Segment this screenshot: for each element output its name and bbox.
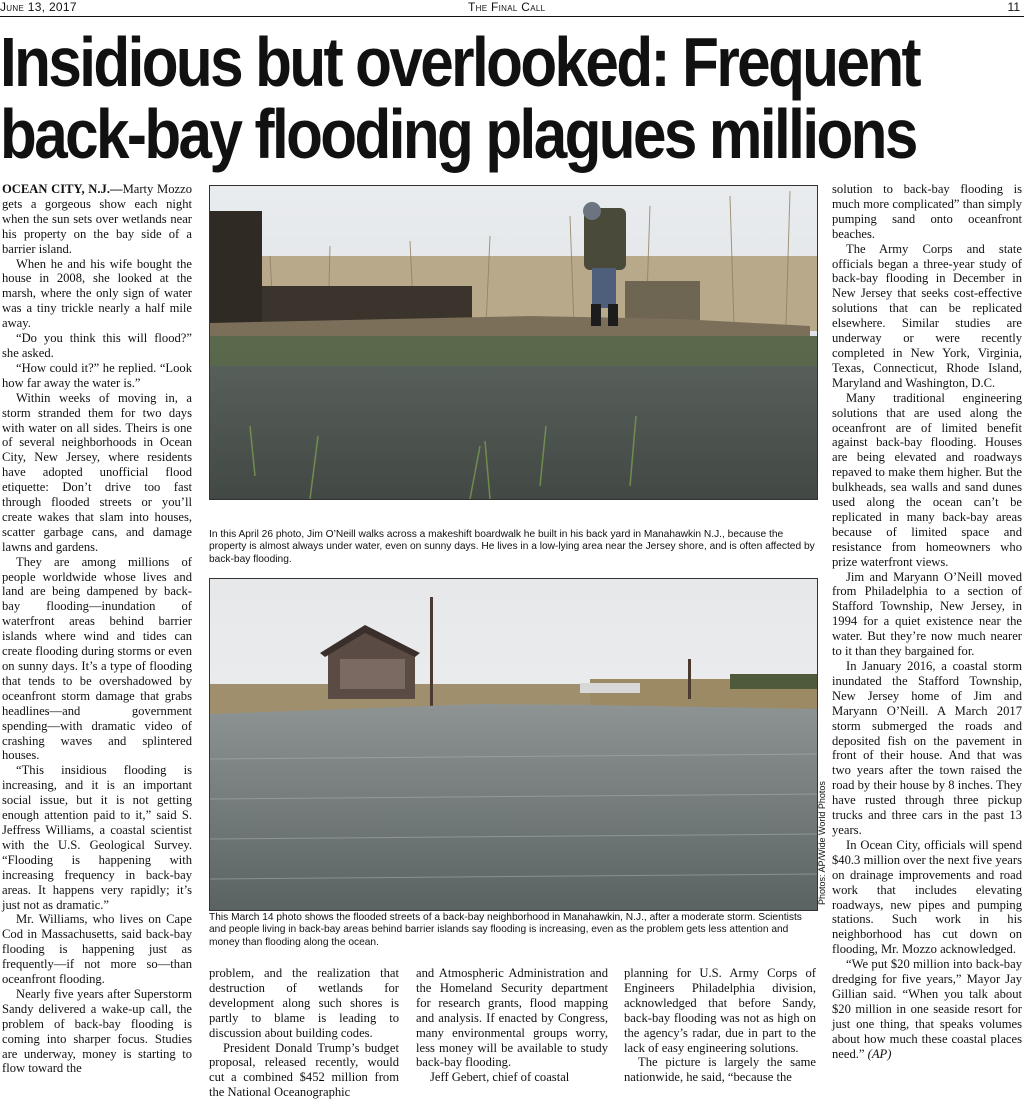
body-paragraph: “This insidious flooding is increasing, and it is an important social issue, but it is not getting enough attention paid to it,” said S. Jeffress Williams, a coastal scientist with the U.S. Geological Survey. “Flooding is happening with increasing frequency in back-bay areas. It happens very rapidly; it’s just not as dramatic.”	[2, 763, 192, 912]
page-folio	[0, 0, 1024, 17]
flooded-street-photo-caption: This March 14 photo shows the flooded streets of a back-bay neighborhood in Manahawkin, N.J., after a moderate storm. Scientists and people living in back-bay areas behind barrier islands say flooding is increasing, even as the problem gets less attention and money than flooding along the ocean.	[209, 912, 802, 948]
flooded-street-photo	[209, 578, 818, 911]
article-column-2	[209, 966, 399, 1100]
photo-credit: Photos: AP/Wide World Photos	[817, 781, 827, 905]
body-paragraph: Nearly five years after Superstorm Sandy delivered a wake-up call, the problem of back-bay flooding is coming into sharper focus. Studies are underway, money is starting to flow toward the	[2, 986, 192, 1076]
body-paragraph: They are among millions of people worldwide whose lives and land are being dampened by back-bay flooding—inundation of waterfront areas behind barrier islands where wind and tides can create flooding during storms or even on sunny days. It’s a type of flooding that tends to be overshadowed by oceanfront storm damage that grabs headlines—and government spending—with dramatic video of crashing waves and splintered houses.	[2, 554, 192, 763]
flooded-street-illustration	[210, 579, 817, 910]
body-paragraph: Jeff Gebert, chief of coastal	[430, 1070, 570, 1085]
body-paragraph: The Army Corps and state officials began a three-year study of back-bay flooding in December in New Jersey that seeks cost-effective solutions that can be replicated elsewhere. Similar studies are underway or were recently completed in New York, Virginia, Texas, Connecticut, Rhode Island, Maryland and Washington, D.C.	[832, 241, 1022, 390]
newspaper-name: The Final Call	[468, 0, 546, 14]
page-number: 11	[1007, 0, 1020, 14]
body-paragraph: In January 2016, a coastal storm inundated the Stafford Township, New Jersey home of Jim and Maryann O’Neill. A March 2017 storm submerged the roads and deposited fish on the pavement in front of their house. And that was two years after the town raised the road by their house by 8 inches. They have rusted through three pickup trucks and three cars in the past 13 years.	[832, 659, 1022, 837]
body-paragraph: In Ocean City, officials will spend $40.3 million over the next five years on drainage improvements and road work that includes elevating roadways, new pipes and pumping stations. Such work in his neighborhood has cut down on flooding, Mr. Mozzo acknowledged.	[832, 837, 1022, 957]
issue-date: June 13, 2017	[0, 0, 77, 14]
body-paragraph: planning for U.S. Army Corps of Engineers Philadelphia division, acknowledged that before Sandy, back-bay flooding was not as high on the agency’s radar, due in part to the lack of easy engineering solutions.	[624, 966, 816, 1055]
boardwalk-photo-caption: In this April 26 photo, Jim O’Neill walks across a makeshift boardwalk he built in his back yard in Manahawkin N.J., because the property is almost always under water, even on sunny days. He lives in a low-lying area near the Jersey shore, and is often affected by back-bay flooding.	[209, 529, 815, 565]
headline-line-2: back-bay flooding plagues millions	[0, 95, 916, 173]
body-paragraph: “How could it?” he replied. “Look how far away the water is.”	[2, 360, 192, 390]
body-paragraph: “Do you think this will flood?” she asked.	[2, 331, 192, 360]
article-column-3	[416, 966, 608, 1085]
body-paragraph: President Donald Trump’s budget proposal, released recently, would cut a combined $452 million from the National Oceanographic	[209, 1040, 399, 1100]
boardwalk-photo	[209, 185, 818, 500]
article-column-1	[2, 182, 192, 1076]
dateline: OCEAN CITY, N.J.—	[2, 182, 123, 196]
body-paragraph: Many traditional engineering solutions that are used along the oceanfront are of limited benefit against back-bay flooding. Houses are being elevated and roadways repaved to make them higher. But the bulkheads, sea walls and sand dunes used along the ocean can’t be replicated in many back-bay areas because of limited space and resistance from homeowners who prize waterfront views.	[832, 390, 1022, 569]
body-paragraph: solution to back-bay flooding is much more complicated” than simply pumping sand onto oceanfront beaches.	[832, 182, 1022, 241]
body-paragraph: When he and his wife bought the house in 2008, she looked at the marsh, where the only sign of water was a tiny trickle nearly a half mile away.	[2, 256, 192, 331]
body-paragraph: and Atmospheric Administration and the Homeland Security department for research grants, flood mapping and analysis. If enacted by Congress, many environmental groups worry, less money will be available to study back-bay flooding.	[416, 966, 608, 1070]
source-signoff: (AP)	[867, 1046, 892, 1061]
article-column-4	[624, 966, 816, 1085]
boardwalk-photo-illustration	[210, 186, 817, 499]
closing-paragraph: “We put $20 million into back-bay dredging for five years,” Mayor Jay Gillian said. “When you talk about $20 million in one seaside resort for just one thing, that speaks volumes about how much these coastal places need.” (AP)	[832, 957, 1022, 1061]
article-column-5	[832, 182, 1022, 1061]
body-paragraph: The picture is largely the same nationwide, he said, “because the	[624, 1055, 816, 1085]
body-paragraph: Mr. Williams, who lives on Cape Cod in Massachusetts, said back-bay flooding is happening just as frequently—if not more so—than oceanfront flooding.	[2, 912, 192, 987]
headline-line-1: Insidious but overlooked: Frequent	[0, 23, 920, 101]
body-paragraph: problem, and the realization that destruction of wetlands for development along such shores is partly to blame is leading to discussion about building codes.	[209, 966, 399, 1040]
article-headline	[0, 23, 920, 173]
body-paragraph: Within weeks of moving in, a storm stranded them for two days with water on all sides. Theirs is one of several neighborhoods in Ocean City, New Jersey, where residents have adopted unofficial flood etiquette: Don’t drive too fast through flooded streets or you’ll create wakes that slam into houses, scatter garbage cans, and damage lawns and gardens.	[2, 390, 192, 554]
lead-paragraph: OCEAN CITY, N.J.—Marty Mozzo gets a gorgeous show each night when the sun sets over wetlands near his property on the bay side of a barrier island.	[2, 182, 192, 256]
body-paragraph: Jim and Maryann O’Neill moved from Philadelphia to a section of Stafford Township, New Jersey, in 1994 for a quiet existence near the water. But they’re now much nearer to it than they bargained for.	[832, 569, 1022, 659]
